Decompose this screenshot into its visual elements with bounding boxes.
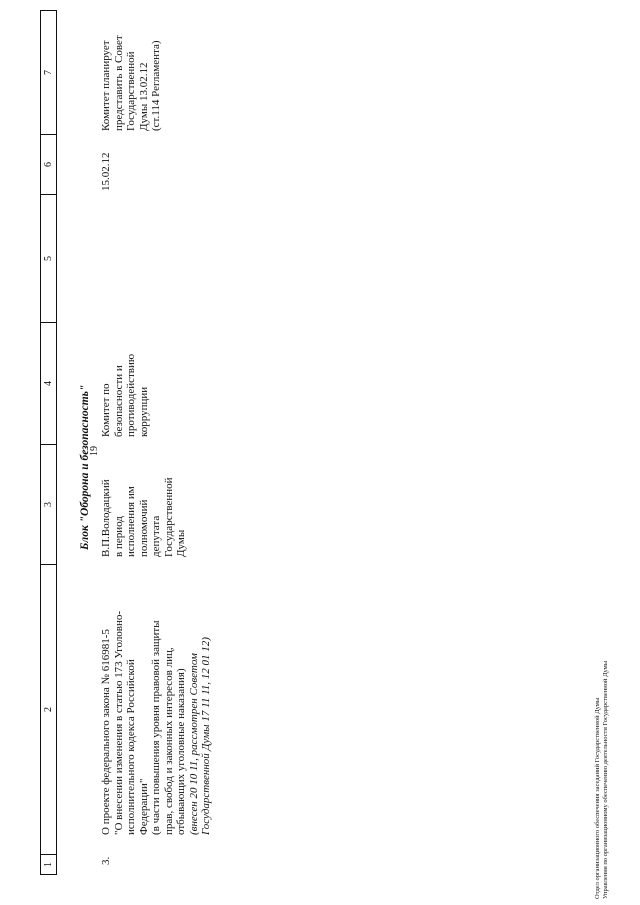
review-date: 15.02.12 [100,152,112,191]
description-line: О проекте федерального закона № 616981-5 [100,629,112,835]
description-line: отбывающих уголовные наказания) [175,668,187,835]
description-line: Федерации" [137,778,150,835]
initiator-line: депутата [150,515,162,557]
col-number-4: 4 [41,322,56,444]
committee-line: Комитет по [100,383,112,437]
note-line: Думы 13.02.12 [137,62,150,131]
initiator-line: исполнения им [125,486,137,557]
bill-description [100,611,213,835]
note-line: (ст.114 Регламента) [150,40,162,131]
col-number-2: 2 [41,564,56,854]
initiator-line: В.П.Володацкий [100,479,112,557]
committee-line: коррупции [137,386,150,437]
footer-line-2: Управления по организационному обеспечению деятельности Государственной Думы [602,660,609,899]
col-number-6: 6 [41,134,56,194]
initiator-line: Государственной [162,477,175,557]
description-line: "О внесении изменения в статью 173 Уголовно- [112,610,125,835]
description-history-line: Государственной Думы 17 11 11, 12 01 12) [200,637,212,835]
committee-line: противодействию [125,353,137,437]
initiator-line: в период [112,516,125,557]
col-number-1: 1 [41,854,56,874]
committee-line: безопасности и [112,365,125,437]
bill-note [100,35,163,131]
initiator-line: Думы [175,529,187,557]
initiator-line: полномочий [137,499,150,557]
col-number-7: 7 [43,70,54,75]
table-header-row [40,10,57,875]
row-number: 3. [100,856,112,865]
description-line: (в части повышения уровня правовой защиты [150,620,162,835]
rotated-page-content [40,5,240,875]
description-line: прав, свобод и законных интересов лиц, [162,647,175,835]
col-number-3: 3 [41,444,56,564]
description-line: исполнительного кодекса Российской [125,659,137,835]
bill-initiator [100,477,188,557]
page-number: 19 [89,446,100,456]
responsible-committee [100,354,150,437]
col-number-5: 5 [41,194,56,322]
footer-department [594,661,610,899]
note-line: Государственной [125,51,137,131]
description-history-line: (внесен 20 10 11, рассмотрен Советом [187,653,200,835]
note-line: Комитет планирует [100,40,112,131]
note-line: представить в Совет [112,35,125,131]
footer-line-1: Отдел организационного обеспечения заседаний Государственной Думы [594,697,601,899]
block-title: Блок "Оборона и безопасность" [79,384,91,550]
